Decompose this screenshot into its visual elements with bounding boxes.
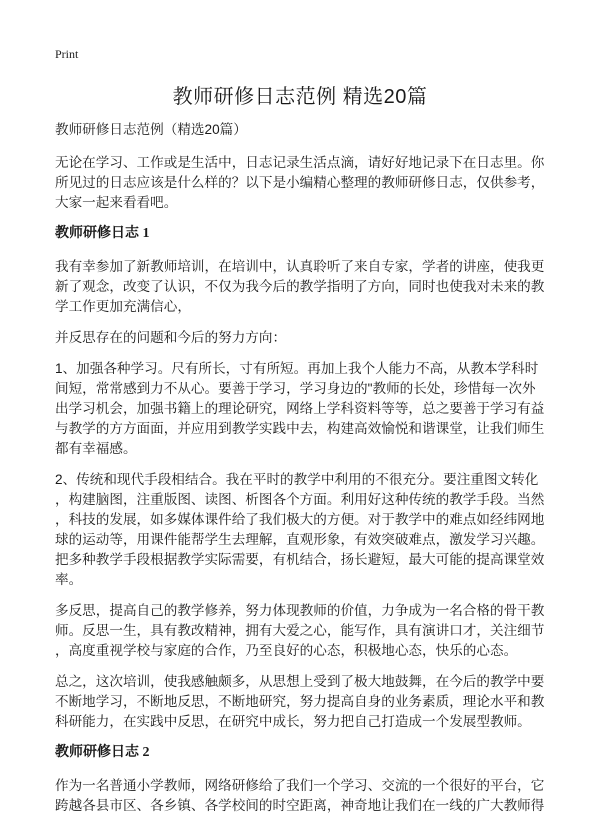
text-line: 2、传统和现代手段相结合。我在平时的教学中利用的不很充分。要注重图文转化 (55, 472, 539, 487)
text-line: 我有幸参加了新教师培训，在培训中，认真聆听了来自专家，学者的讲座，使我更 (55, 259, 545, 274)
paragraph (55, 672, 555, 732)
document-body (55, 120, 555, 827)
paragraph (55, 776, 555, 816)
paragraph (55, 359, 555, 459)
text-line: 师。反思一生，具有教改精神，拥有大爱之心，能写作，具有演讲口才，关注细节 (55, 623, 545, 638)
text-line: 跨越各县市区、各乡镇、各学校间的时空距离，神奇地让我们在一线的广大教师得 (55, 798, 545, 813)
text-line: 科研能力，在实践中反思，在研究中成长，努力把自己打造成一个发展型教师。 (55, 714, 531, 729)
text-line: 球的运动等，用课件能帮学生去理解，直观形象，有效突破难点，激发学习兴趣。 (55, 532, 545, 547)
text-line: ，科技的发展，如多媒体课件给了我们极大的方便。对于教学中的难点如经纬网地 (55, 512, 545, 527)
text-line: 多反思，提高自己的教学修养，努力体现教师的价值，力争成为一名合格的骨干教 (55, 603, 545, 618)
text-line: 把多种教学手段根据教学实际需要，有机结合，扬长避短，最大可能的提高课堂效 (55, 552, 545, 567)
paragraph (55, 470, 555, 590)
text-line: 大家一起来看看吧。 (55, 195, 178, 210)
text-line: 与教学的方方面面，并应用到教学实践中去，构建高效愉悦和谐课堂，让我们师生 (55, 421, 545, 436)
paragraph (55, 601, 555, 661)
paragraph (55, 257, 555, 317)
document-subtitle: 教师研修日志范例（精选20篇） (55, 122, 247, 137)
text-line: 新了观念，改变了认识，不仅为我今后的教学指明了方向，同时也使我对未来的教 (55, 279, 545, 294)
text-line: 率。 (55, 572, 83, 587)
section-heading-1: 教师研修日志 1 (55, 226, 150, 241)
text-line: 作为一名普通小学教师，网络研修给了我们一个学习、交流的一个很好的平台，它 (55, 778, 545, 793)
text-line: ，构建脑图，注重版图、读图、析图各个方面。利用好这种传统的教学手段。当然 (55, 492, 545, 507)
text-line: 无论在学习、工作或是生活中，日志记录生活点滴，请好好地记录下在日志里。你 (55, 155, 545, 170)
text-line: 间短，常常感到力不从心。要善于学习，学习身边的"教师的长处，珍惜每一次外 (55, 381, 536, 396)
text-line: 出学习机会，加强书籍上的理论研究，网络上学科资料等等，总之要善于学习有益 (55, 401, 545, 416)
document-title: 教师研修日志范例 精选20篇 (172, 86, 428, 108)
text-line: 1、加强各种学习。尺有所长，寸有所短。再加上我个人能力不高，从教本学科时 (55, 361, 539, 376)
text-line: ，高度重视学校与家庭的合作，乃至良好的心态，积极地心态，快乐的心态。 (55, 643, 518, 658)
text-line: 不断地学习，不断地反思，不断地研究，努力提高自身的业务素质，理论水平和教 (55, 694, 545, 709)
text-line: 总之，这次培训，使我感触颇多，从思想上受到了极大地鼓舞，在今后的教学中要 (55, 674, 545, 689)
text-line: 学工作更加充满信心， (55, 299, 191, 314)
print-label: Print (55, 47, 79, 61)
section-heading-2: 教师研修日志 2 (55, 745, 150, 760)
text-line: 并反思存在的问题和今后的努力方向： (55, 330, 287, 345)
text-line: 都有幸福感。 (55, 441, 137, 456)
intro-paragraph (55, 153, 555, 213)
text-line: 所见过的日志应该是什么样的？以下是小编精心整理的教师研修日志，仅供参考， (55, 175, 545, 190)
paragraph (55, 328, 555, 348)
